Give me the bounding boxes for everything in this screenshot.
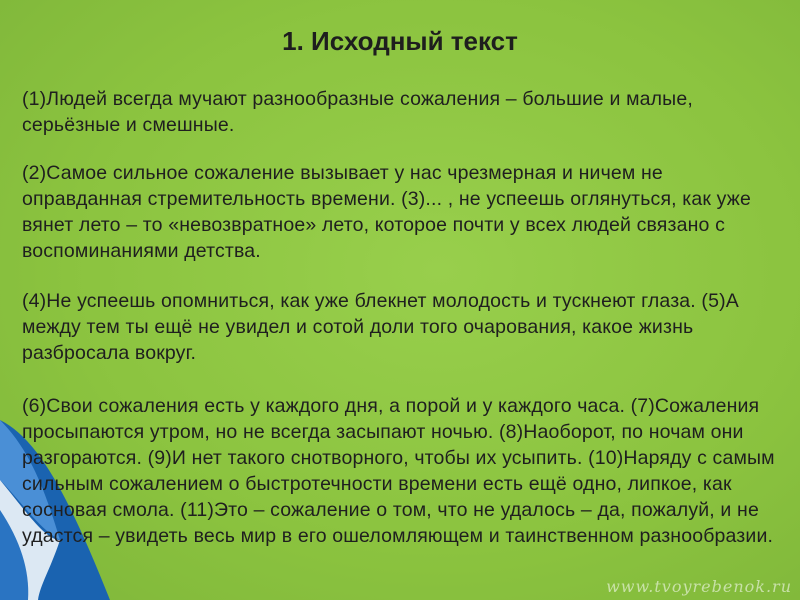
paragraph-2: (2)Самое сильное сожаление вызывает у нас чрезмерная и ничем не оправданная стремительность времени. (3)... , не успеешь оглянуться, как уже вянет лето – то «невозвратное» лето, которое почти у всех людей связано с воспоминаниями детства.	[22, 162, 751, 262]
paragraph-4: (6)Свои сожаления есть у каждого дня, а порой и у каждого часа. (7)Сожаления просыпаются утром, но не всегда засыпают ночью. (8)Наоборот, по ночам они разгораются. (9)И нет такого снотворного, чтобы их усыпить. (10)Наряду с самым сильным сожалением о быстротечности времени есть ещё одно, липкое, как сосновая смола. (11)Это – сожаление о том, что не удалось – да, пожалуй, и не удастся – увидеть весь мир в его ошеломляющем и таинственном разнообразии.	[22, 395, 775, 547]
paragraph-1: (1)Людей всегда мучают разнообразные сожаления – большие и малые, серьёзные и смешные.	[22, 88, 693, 136]
slide-title: 1. Исходный текст	[282, 26, 518, 56]
paragraph-3: (4)Не успеешь опомниться, как уже блекнет молодость и тускнеют глаза. (5)А между тем ты ещё не увидел и сотой доли того очарования, какое жизнь разбросала вокруг.	[22, 290, 739, 364]
watermark: www.tvoyrebenok.ru	[606, 577, 792, 596]
